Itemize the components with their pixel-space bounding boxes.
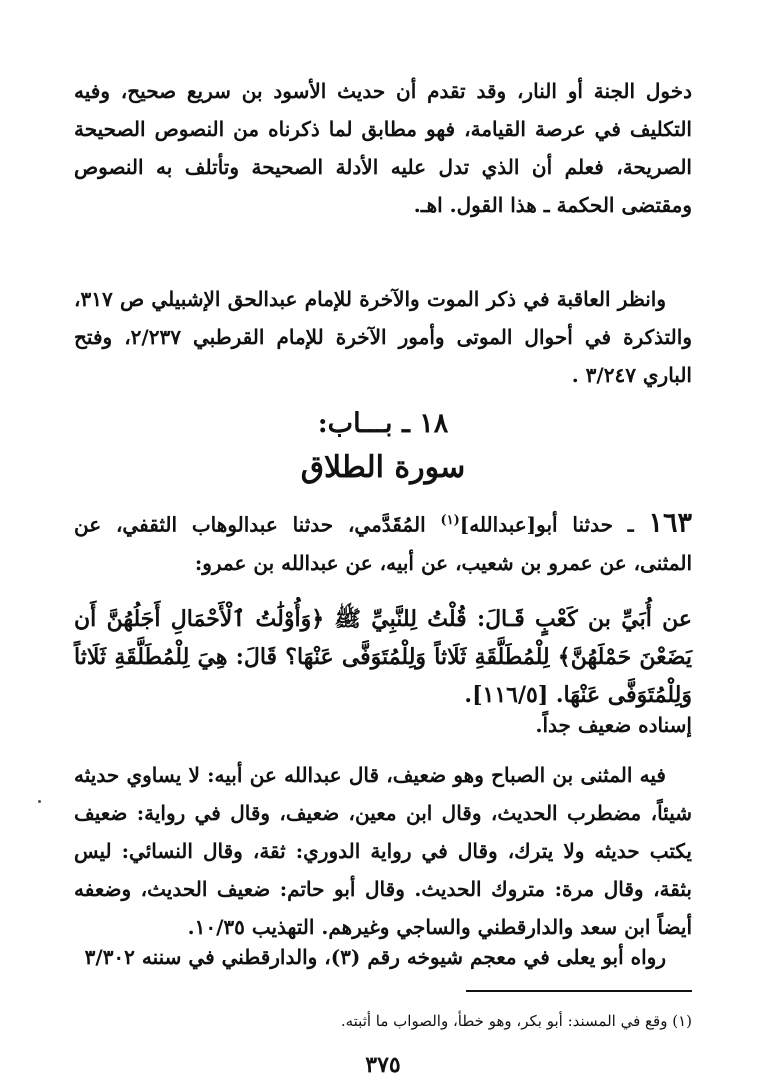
hadith-isnad bbox=[74, 502, 692, 582]
commentary-takhrij: رواه أبو يعلى في معجم شيوخه رقم (٣)، والدارقطني في سننه ٣/٣٠٢ bbox=[84, 945, 666, 969]
isnad-part-2: المُقَدَّمي، حدثنا عبدالوهاب الثقفي، عن المثنى، عن عمرو بن شعيب، عن أبيه، عن عبدالله بن عمرو: bbox=[74, 512, 692, 575]
footnote-reference[interactable]: (١) bbox=[440, 513, 460, 528]
paragraph-references: وانظر العاقبة في ذكر الموت والآخرة للإمام عبدالحق الإشبيلي ص ٣١٧، والتذكرة في أحوال الموتى وأمور الآخرة للإمام القرطبي ٢/٢٣٧، وفتح الباري ٣/٢٤٧ . bbox=[74, 287, 692, 387]
paragraph-continuation: دخول الجنة أو النار، وقد تقدم أن حديث الأسود بن سريع صحيح، وفيه التكليف في عرصة القيامة، فهو مطابق لما ذكرناه من النصوص الصحيحة الصريحة، فعلم أن الذي تدل عليه الأدلة الصحيحة وتأتلف به النصوص ومقتضى الحكمة ـ هذا القول. اهـ. bbox=[74, 79, 692, 217]
page-number: ٣٧٥ bbox=[365, 1052, 401, 1078]
isnad-part-1: ـ حدثنا أبو[عبدالله] bbox=[459, 512, 634, 537]
hadith-number: ١٦٣ bbox=[648, 507, 692, 539]
isnad-verdict: إسناده ضعيف جداً. bbox=[535, 713, 692, 737]
footnote-text: (١) وقع في المسند: أبو بكر، وهو خطأ، والصواب ما أثبته. bbox=[340, 1012, 692, 1030]
commentary-narrator: فيه المثنى بن الصباح وهو ضعيف، قال عبدالله عن أبيه: لا يساوي حديثه شيئاً، مضطرب الحديث، وقال ابن معين، ضعيف، وقال في رواية: ضعيف يكتب حديثه ولا يترك، وقال في رواية الدوري: ثقة، وقال النسائي: ليس بثقة، وقال مرة: متروك الحديث. وقال أبو حاتم: ضعيف الحديث، وضعفه أيضاً ابن سعد والدارقطني والساجي وغيرهم. التهذيب ١٠/٣٥. bbox=[74, 763, 692, 939]
book-page bbox=[74, 58, 692, 1078]
margin-mark bbox=[38, 800, 41, 803]
footnote-separator bbox=[466, 990, 692, 992]
chapter-number-heading: ١٨ ـ بـــاب: bbox=[317, 408, 449, 439]
hadith-matn: عن أُبَيِّ بن كَعْبٍ قَـالَ: قُلْتُ لِلنَّبِيِّ ﷺ ﴿وَأُوْلَٰتُ ٱلْأَحْمَالِ أَجَلُهُنَّ أَن يَضَعْنَ حَمْلَهُنَّ﴾ لِلْمُطَلَّقَةِ ثَلَاثاً وَلِلْمُتَوَفَّى عَنْهَا؟ قَالَ: هِيَ لِلْمُطَلَّقَةِ ثَلَاثاً وَلِلْمُتَوَفَّى عَنْهَا. [١١٦/٥]. bbox=[74, 606, 692, 708]
chapter-title-heading: سورة الطلاق bbox=[300, 450, 466, 485]
